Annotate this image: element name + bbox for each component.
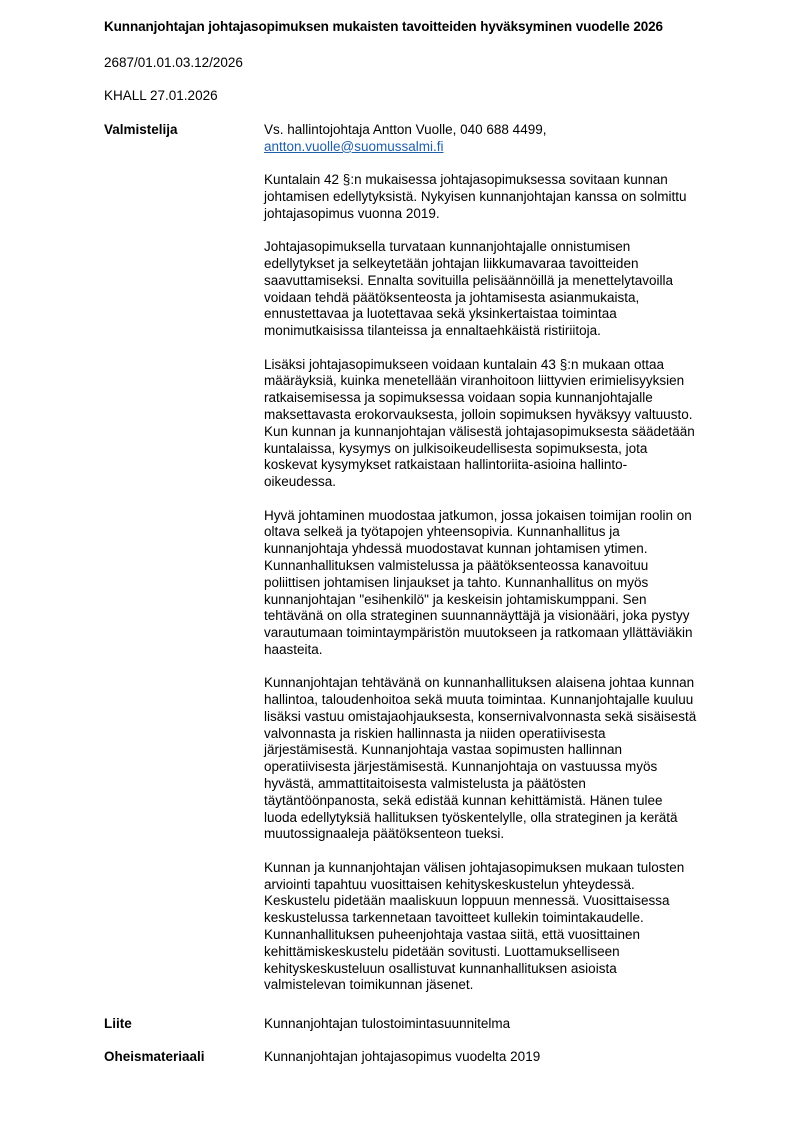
paragraph-line: Kunnan ja kunnanjohtajan välisen johtajasopimuksen mukaan tulosten: [264, 859, 685, 875]
paragraph-line: kehittämiskeskustelu pidetään sovitusti. Luottamukselliseen: [264, 943, 620, 959]
paragraph-line: Keskustelu pidetään maaliskuun loppuun mennessä. Vuosittaisessa: [264, 893, 670, 909]
paragraph-line: kunnanjohtaja yhdessä muodostavat kunnan johtamisen ytimen.: [264, 541, 648, 557]
body-paragraph: [264, 172, 744, 222]
body-paragraph: [264, 239, 744, 340]
paragraph-line: hyvästä, ammattitaitoisesta valmistelusta ja päätösten: [264, 776, 586, 792]
body-paragraph: [264, 357, 744, 491]
paragraph-line: ratkaisemisessa ja sopimuksessa voidaan sopia kunnanjohtajalle: [264, 390, 653, 406]
paragraph-line: saavuttamiseksi. Ennalta sovituilla pelisäännöillä ja menettelytavoilla: [264, 272, 673, 288]
liite-value: Kunnanjohtajan tulostoimintasuunnitelma: [264, 1016, 511, 1031]
paragraph-line: Kunnanjohtajan tehtävänä on kunnanhallituksen alaisena johtaa kunnan: [264, 675, 695, 691]
preparer-name: Vs. hallintojohtaja Antton Vuolle, 040 688 4499,: [264, 122, 547, 137]
paragraph-line: Kuntalain 42 §:n mukaisessa johtajasopimuksessa sovitaan kunnan: [264, 172, 668, 188]
paragraph-line: Kun kunnan ja kunnanjohtajan välisestä johtajasopimuksesta säädetään: [264, 423, 695, 439]
liite-label: Liite: [104, 1016, 132, 1031]
paragraph-line: kuntalaissa, kysymys on julkisoikeudellisesta sopimuksesta, jota: [264, 440, 648, 456]
oheismateriaali-value: Kunnanjohtajan johtajasopimus vuodelta 2019: [264, 1049, 541, 1064]
paragraph-line: voidaan tehdä päätöksenteosta ja johtamisesta asianmukaista,: [264, 289, 640, 305]
body-paragraph: [264, 860, 744, 994]
paragraph-line: täytäntöönpanosta, sekä edistää kunnan kehittämistä. Hänen tulee: [264, 792, 663, 808]
paragraph-line: maksettavasta erokorvauksesta, jolloin sopimuksen hyväksyy valtuusto.: [264, 406, 693, 422]
paragraph-line: varautumaan toimintaympäristön muutokseen ja ratkomaan yllättäviäkin: [264, 625, 693, 641]
paragraph-line: edellytykset ja selkeytetään johtajan liikkumavaraa tavoitteiden: [264, 255, 639, 271]
paragraph-line: valmistelevan toimikunnan jäsenet.: [264, 977, 474, 993]
paragraph-line: järjestämisestä. Kunnanjohtaja vastaa sopimusten hallinnan: [264, 742, 622, 758]
paragraph-line: operatiivisesta järjestämisestä. Kunnanjohtaja on vastuussa myös: [264, 759, 658, 775]
paragraph-line: Johtajasopimuksella turvataan kunnanjohtajalle onnistumisen: [264, 239, 631, 255]
paragraph-line: koskevat kysymykset ratkaistaan hallintoriita-asioina hallinto-: [264, 457, 628, 473]
body-paragraph: [264, 508, 744, 659]
paragraph-line: Kunnanhallituksen puheenjohtaja vastaa siitä, että vuosittainen: [264, 927, 641, 943]
document-title: Kunnanjohtajan johtajasopimuksen mukaisten tavoitteiden hyväksyminen vuodelle 2026: [104, 19, 663, 34]
paragraph-line: poliittisen johtamisen linjaukset ja tahto. Kunnanhallitus on myös: [264, 574, 649, 590]
paragraph-line: johtajasopimus vuonna 2019.: [264, 205, 440, 221]
paragraph-line: Hyvä johtaminen muodostaa jatkumon, jossa jokaisen toimijan roolin on: [264, 507, 692, 523]
oheismateriaali-label: Oheismateriaali: [104, 1049, 205, 1064]
paragraph-line: johtamisen edellytyksistä. Nykyisen kunnanjohtajan kanssa on solmittu: [264, 188, 687, 204]
paragraph-line: oikeudessa.: [264, 474, 337, 490]
paragraph-line: oltava selkeä ja työtapojen yhteensopivia. Kunnanhallitus ja: [264, 524, 620, 540]
valmistelija-content: [264, 122, 744, 1011]
paragraph-line: Kunnanhallituksen valmistelussa ja päätöksenteossa kanavoituu: [264, 557, 649, 573]
valmistelija-label: Valmistelija: [104, 122, 178, 137]
paragraph-line: haasteita.: [264, 641, 323, 657]
paragraph-line: monimutkaisissa tilanteissa ja ennaltaehkäistä ristiriitoja.: [264, 323, 601, 339]
body-paragraph: [264, 675, 744, 843]
paragraph-line: luoda edellytyksiä hallituksen työskentelylle, olla strateginen ja kerätä: [264, 809, 678, 825]
reference-number: 2687/01.01.03.12/2026: [104, 55, 243, 70]
preparer-email-link[interactable]: antton.vuolle@suomussalmi.fi: [264, 138, 444, 154]
paragraph-line: kehityskeskusteluun osallistuvat kunnanhallituksen asioista: [264, 960, 617, 976]
paragraph-line: valvonnasta ja riskien hallinnasta ja niiden operatiivisesta: [264, 725, 606, 741]
paragraph-line: ennustettavaa ja luotettavaa sekä yksinkertaistaa toimintaa: [264, 306, 617, 322]
paragraph-line: tehtävänä on olla strateginen suunnannäyttäjä ja visionääri, joka pystyy: [264, 608, 690, 624]
paragraph-line: keskustelussa tarkennetaan tavoitteet kullekin toimintakaudelle.: [264, 910, 644, 926]
paragraph-line: muutossignaaleja päätöksenteon tueksi.: [264, 826, 505, 842]
paragraph-line: kunnanjohtajan "esihenkilö" ja keskeisin johtamiskumppani. Sen: [264, 591, 647, 607]
meeting-date: KHALL 27.01.2026: [104, 88, 218, 103]
paragraph-line: määräyksiä, kuinka menetellään viranhoitoon liittyvien erimielisyyksien: [264, 373, 685, 389]
preparer-info: [264, 122, 744, 156]
paragraph-line: arviointi tapahtuu vuosittaisen kehityskeskustelun yhteydessä.: [264, 876, 635, 892]
paragraph-line: Lisäksi johtajasopimukseen voidaan kuntalain 43 §:n mukaan ottaa: [264, 356, 665, 372]
body-paragraphs: [264, 172, 744, 994]
paragraph-line: hallintoa, taloudenhoitoa sekä muuta toimintaa. Kunnanjohtajalle kuuluu: [264, 692, 694, 708]
paragraph-line: lisäksi vastuu omistajaohjauksesta, konsernivalvonnasta sekä sisäisestä: [264, 708, 697, 724]
